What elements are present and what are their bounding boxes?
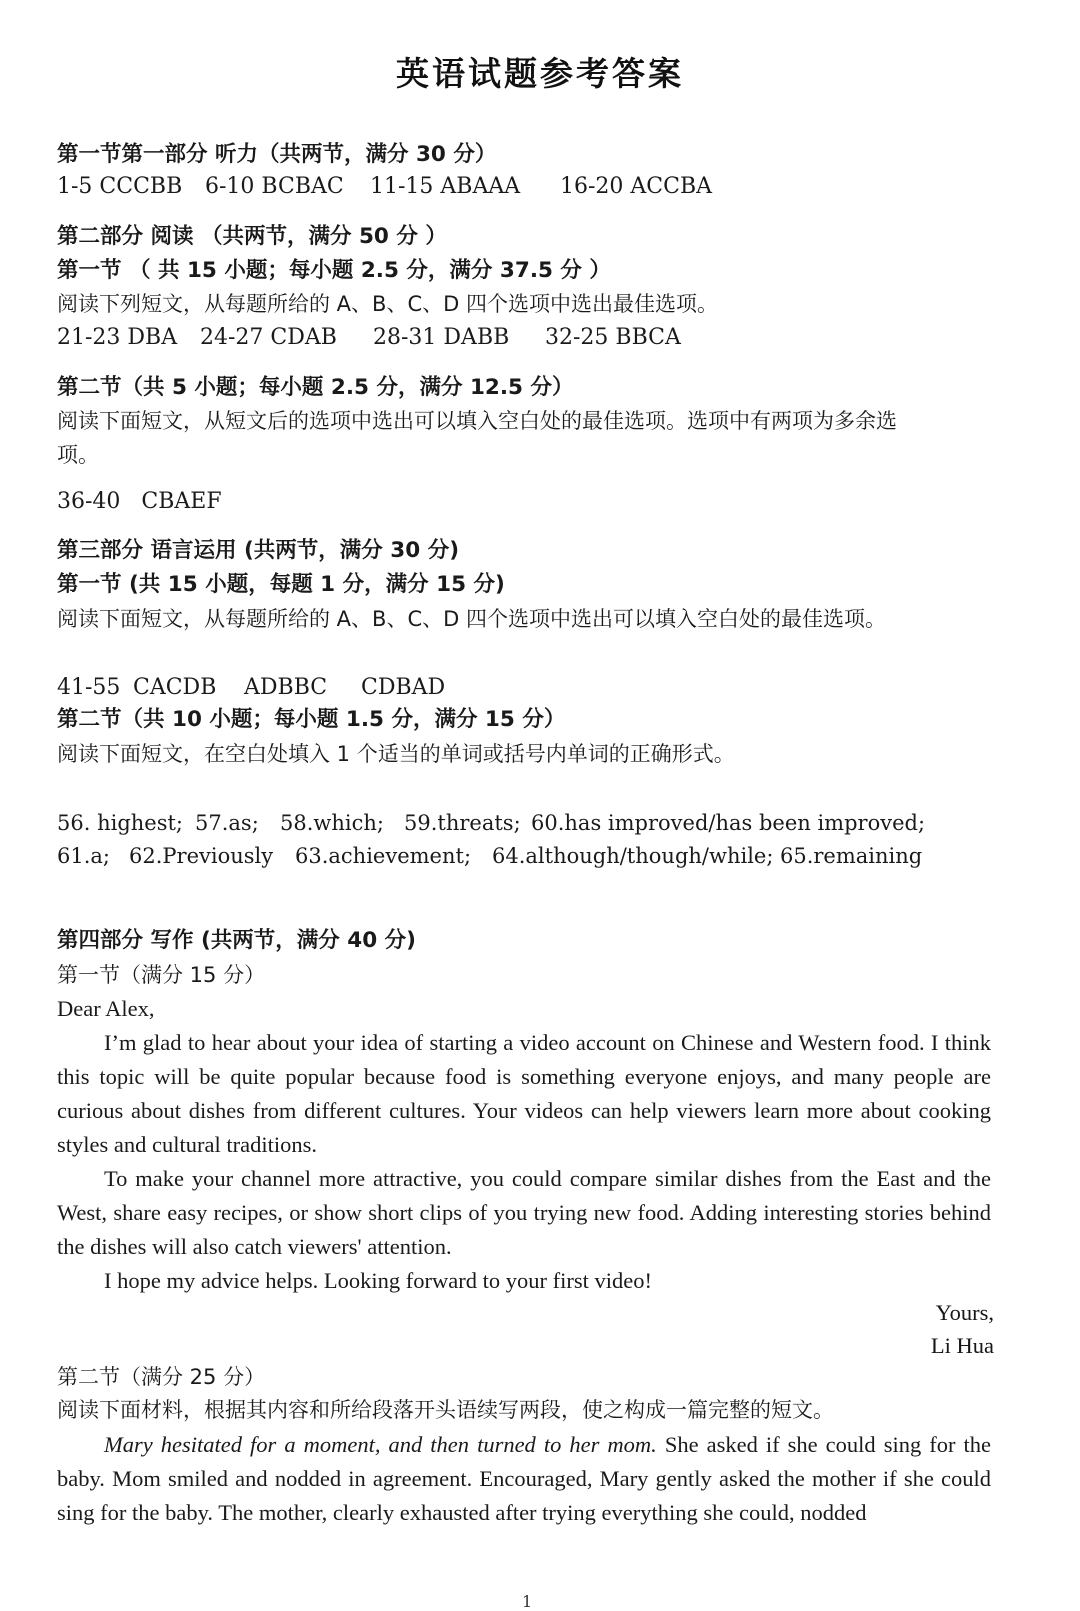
letter-paragraph: I hope my advice helps. Looking forward to your first video! [104, 1268, 652, 1293]
answer-group: CDBAD [361, 675, 446, 700]
letter-body [57, 992, 991, 1298]
continuation-paragraph [57, 1428, 991, 1530]
page-number: 1 [522, 1592, 533, 1611]
part2-heading: 第二部分 阅读 （共两节，满分 50 分 ） [57, 224, 447, 249]
answer-group: 16-20 ACCBA [560, 174, 713, 199]
part2-sec1-answers [57, 323, 681, 353]
answer-group: 28-31 DABB [373, 325, 510, 350]
letter-paragraph: To make your channel more attractive, you could compare similar dishes from the East and the West, share easy recipes, or show short clips of you trying new food. Adding interesting stories behind the dishes will also catch viewers' attention. [57, 1166, 991, 1259]
answer-group: 32-25 BBCA [545, 325, 681, 350]
part3-sec2-answers-row2 [57, 841, 922, 871]
answer-group: CACDB [133, 675, 217, 700]
continuation-text: She asked if she could sing for the baby. Mom smiled and nodded in agreement. Encouraged, Mary gently asked the mother if she could sing for the baby. The mother, clearly exhausted after trying everything she could, nodded [57, 1432, 991, 1525]
part4-sec2-heading: 第二节（满分 25 分） [57, 1365, 266, 1389]
part4-heading: 第四部分 写作 (共两节，满分 40 分) [57, 928, 417, 953]
part3-sec2-heading: 第二节（共 10 小题；每小题 1.5 分，满分 15 分） [57, 707, 566, 732]
letter-closing: Yours, [935, 1300, 994, 1325]
answer-group: 6-10 BCBAC [205, 174, 344, 199]
part1-answers [57, 172, 712, 202]
part3-sec1-heading: 第一节 (共 15 小题，每题 1 分，满分 15 分) [57, 572, 505, 597]
answer-item: 64.although/though/while; [492, 844, 774, 868]
letter-signature: Li Hua [930, 1333, 994, 1358]
part4-sec1-heading: 第一节（满分 15 分） [57, 963, 266, 987]
page-title: 英语试题参考答案 [396, 54, 684, 93]
answer-group: ADBBC [244, 675, 328, 700]
answer-item: 59.threats; [404, 811, 521, 835]
continuation-opening: Mary hesitated for a moment, and then turned to her mom. [104, 1432, 657, 1457]
answer-item: 57.as; [195, 811, 259, 835]
part4-sec2-instruction: 阅读下面材料，根据其内容和所给段落开头语续写两段，使之构成一篇完整的短文。 [57, 1398, 834, 1422]
letter-salutation: Dear Alex, [57, 996, 155, 1021]
part3-sec1-answers [57, 673, 445, 703]
answer-item: 61.a; [57, 844, 110, 868]
answer-item: 65.remaining [780, 844, 923, 868]
part1-heading: 第一节第一部分 听力（共两节，满分 30 分） [57, 142, 497, 167]
answer-group: 41-55 [57, 675, 121, 700]
part3-sec2-answers-row1 [57, 808, 925, 838]
answer-item: 58.which; [280, 811, 384, 835]
answer-item: 63.achievement; [295, 844, 472, 868]
part2-sec2-instruction-line1: 阅读下面短文，从短文后的选项中选出可以填入空白处的最佳选项。选项中有两项为多余选 [57, 409, 897, 433]
answer-item: 62.Previously [129, 844, 274, 868]
continuation-passage [57, 1428, 991, 1530]
part3-sec1-instruction: 阅读下面短文，从每题所给的 A、B、C、D 四个选项中选出可以填入空白处的最佳选项。 [57, 607, 886, 631]
answer-item: 60.has improved/has been improved; [531, 811, 926, 835]
answer-group: 24-27 CDAB [200, 325, 337, 350]
answer-group: 1-5 CCCBB [57, 174, 183, 199]
answer-group: 11-15 ABAAA [370, 174, 521, 199]
letter-paragraph: I’m glad to hear about your idea of starting a video account on Chinese and Western food. I think this topic will be quite popular because food is something everyone enjoys, and many people are curious about dishes from different cultures. Your videos can help viewers learn more about cooking styles and cultural traditions. [57, 1030, 991, 1157]
answer-item: 56. highest; [57, 811, 183, 835]
part3-sec2-instruction: 阅读下面短文，在空白处填入 1 个适当的单词或括号内单词的正确形式。 [57, 742, 735, 766]
part3-heading: 第三部分 语言运用 (共两节，满分 30 分) [57, 538, 460, 563]
part2-sec2-heading: 第二节（共 5 小题；每小题 2.5 分，满分 12.5 分） [57, 375, 574, 400]
part2-sec2-answers: 36-40 CBAEF [57, 489, 222, 514]
answer-group: 21-23 DBA [57, 325, 178, 350]
part2-sec1-heading: 第一节 （ 共 15 小题；每小题 2.5 分，满分 37.5 分 ） [57, 258, 611, 283]
part2-sec1-instruction: 阅读下列短文，从每题所给的 A、B、C、D 四个选项中选出最佳选项。 [57, 292, 718, 316]
part2-sec2-instruction-line2: 项。 [57, 443, 99, 467]
